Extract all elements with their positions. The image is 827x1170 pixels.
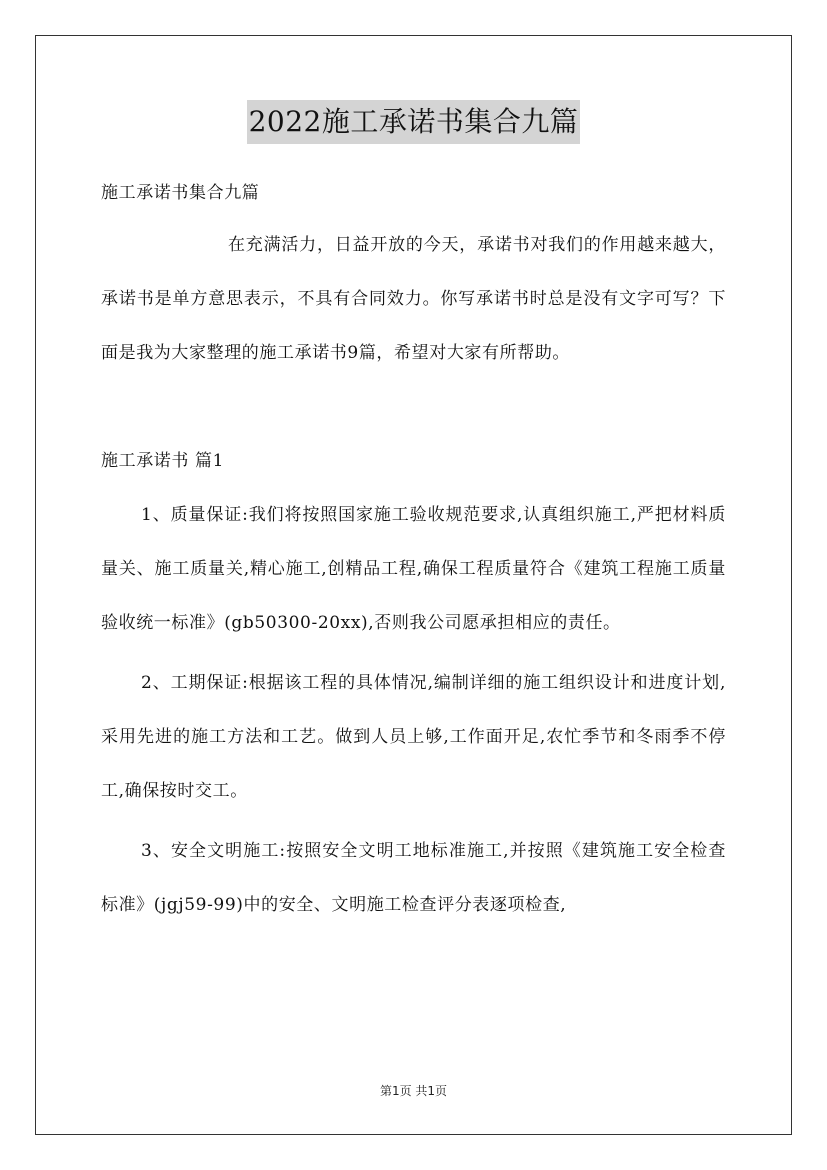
body-paragraph-2: 2、工期保证:根据该工程的具体情况,编制详细的施工组织设计和进度计划,采用先进的施工方法和工艺。做到人员上够,工作面开足,农忙季节和冬雨季不停工,确保按时交工。 <box>101 673 726 801</box>
page-footer: 第1页 共1页 <box>379 1084 448 1098</box>
document-title: 2022施工承诺书集合九篇 <box>247 100 581 144</box>
intro-paragraph: 在充满活力，日益开放的今天，承诺书对我们的作用越来越大，承诺书是单方意思表示，不具有合同效力。你写承诺书时总是没有文字可写？下面是我为大家整理的施工承诺书9篇，希望对大家有所帮助。 <box>101 235 726 363</box>
title-container <box>0 100 827 144</box>
document-body <box>101 168 726 932</box>
section-heading: 施工承诺书 篇1 <box>101 451 225 471</box>
body-paragraph-1: 1、质量保证:我们将按照国家施工验收规范要求,认真组织施工,严把材料质量关、施工质量关,精心施工,创精品工程,确保工程质量符合《建筑工程施工质量验收统一标准》(gb50300-20xx),否则我公司愿承担相应的责任。 <box>101 505 726 633</box>
body-paragraph-3: 3、安全文明施工:按照安全文明工地标准施工,并按照《建筑施工安全检查标准》(jgj59-99)中的安全、文明施工检查评分表逐项检查, <box>101 841 726 915</box>
document-subtitle: 施工承诺书集合九篇 <box>101 183 260 203</box>
